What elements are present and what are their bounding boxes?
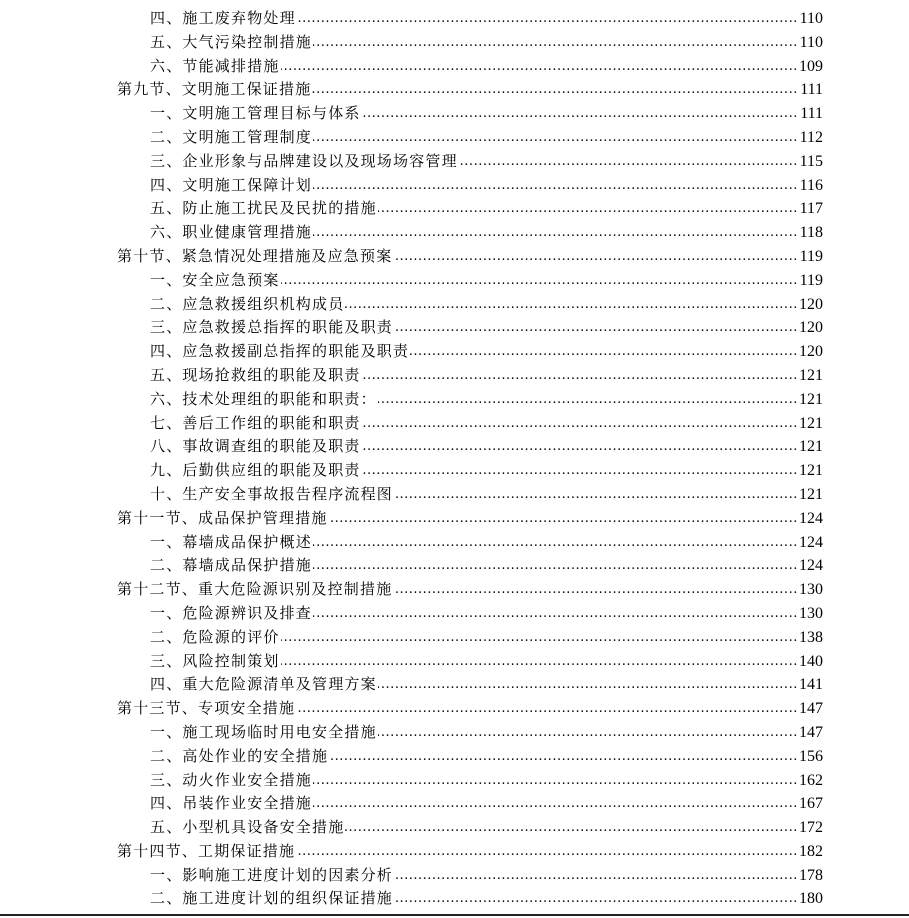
toc-entry-title: 五、现场抢救组的职能及职责 [150, 364, 362, 388]
toc-entry[interactable] [0, 340, 909, 364]
toc-entry-title: 二、施工进度计划的组织保证措施 [150, 887, 394, 911]
toc-entry[interactable] [0, 245, 909, 269]
toc-entry-title: 五、防止施工扰民及民扰的措施 [150, 197, 378, 221]
toc-entry[interactable] [0, 221, 909, 245]
toc-entry[interactable] [0, 578, 909, 602]
toc-entry-title: 五、小型机具设备安全措施 [150, 816, 345, 840]
toc-entry[interactable] [0, 864, 909, 888]
toc-entry[interactable] [0, 673, 909, 697]
table-of-contents [0, 7, 909, 911]
toc-entry[interactable] [0, 792, 909, 816]
toc-entry-title: 二、幕墙成品保护措施 [150, 554, 313, 578]
toc-entry-page-number: 118 [799, 221, 823, 245]
toc-entry-page-number: 119 [799, 269, 823, 293]
toc-entry-page-number: 121 [798, 459, 823, 483]
toc-entry[interactable] [0, 364, 909, 388]
toc-entry[interactable] [0, 78, 909, 102]
toc-entry[interactable] [0, 102, 909, 126]
toc-entry-page-number: 121 [798, 412, 823, 436]
toc-entry[interactable] [0, 55, 909, 79]
toc-entry[interactable] [0, 483, 909, 507]
toc-entry-title: 三、风险控制策划 [150, 650, 281, 674]
toc-entry-title: 三、企业形象与品牌建设以及现场场容管理 [150, 150, 459, 174]
toc-entry-page-number: 121 [798, 435, 823, 459]
toc-entry-page-number: 112 [799, 126, 823, 150]
toc-entry-title: 第十三节、专项安全措施 [117, 697, 296, 721]
toc-entry-page-number: 121 [798, 364, 823, 388]
toc-entry-title: 五、大气污染控制措施 [150, 31, 313, 55]
toc-entry-title: 一、影响施工进度计划的因素分析 [150, 864, 394, 888]
toc-entry-title: 第十一节、成品保护管理措施 [117, 507, 329, 531]
toc-entry-title: 四、应急救援副总指挥的职能及职责 [150, 340, 410, 364]
toc-entry-title: 第九节、文明施工保证措施 [117, 78, 312, 102]
toc-entry[interactable] [0, 745, 909, 769]
toc-entry-title: 七、善后工作组的职能和职责 [150, 412, 362, 436]
toc-entry-page-number: 111 [799, 102, 823, 126]
toc-entry-page-number: 120 [798, 316, 823, 340]
toc-entry-title: 九、后勤供应组的职能及职责 [150, 459, 362, 483]
toc-entry[interactable] [0, 816, 909, 840]
toc-entry-title: 四、文明施工保障计划 [150, 174, 313, 198]
toc-entry[interactable] [0, 7, 909, 31]
toc-entry-title: 八、事故调查组的职能及职责 [150, 435, 362, 459]
toc-entry[interactable] [0, 269, 909, 293]
toc-entry-title: 一、安全应急预案 [150, 269, 281, 293]
toc-entry-title: 二、高处作业的安全措施 [150, 745, 329, 769]
toc-entry-page-number: 147 [798, 697, 823, 721]
toc-entry[interactable] [0, 174, 909, 198]
toc-entry[interactable] [0, 388, 909, 412]
toc-entry-title: 第十节、紧急情况处理措施及应急预案 [117, 245, 393, 269]
toc-entry-page-number: 117 [799, 197, 823, 221]
toc-entry-page-number: 162 [798, 769, 823, 793]
toc-entry-page-number: 124 [798, 507, 823, 531]
toc-entry-page-number: 120 [798, 340, 823, 364]
toc-entry-page-number: 141 [798, 673, 823, 697]
toc-entry[interactable] [0, 197, 909, 221]
toc-entry-title: 十、生产安全事故报告程序流程图 [150, 483, 394, 507]
toc-entry[interactable] [0, 769, 909, 793]
toc-entry-title: 一、危险源辨识及排查 [150, 602, 313, 626]
toc-entry-title: 四、吊装作业安全措施 [150, 792, 313, 816]
toc-entry-page-number: 109 [798, 55, 823, 79]
toc-entry-title: 六、技术处理组的职能和职责： [150, 388, 378, 412]
toc-entry[interactable] [0, 554, 909, 578]
toc-entry-title: 六、节能减排措施 [150, 55, 281, 79]
toc-entry[interactable] [0, 435, 909, 459]
toc-entry-page-number: 120 [798, 293, 823, 317]
toc-entry[interactable] [0, 840, 909, 864]
toc-entry-page-number: 110 [799, 7, 823, 31]
toc-entry-page-number: 110 [799, 31, 823, 55]
toc-entry-page-number: 182 [798, 840, 823, 864]
toc-entry[interactable] [0, 316, 909, 340]
toc-entry[interactable] [0, 650, 909, 674]
toc-entry-title: 二、危险源的评价 [150, 626, 281, 650]
toc-entry-page-number: 121 [798, 388, 823, 412]
toc-entry-page-number: 115 [799, 150, 823, 174]
toc-entry[interactable] [0, 887, 909, 911]
toc-entry-page-number: 111 [799, 78, 823, 102]
toc-entry-title: 六、职业健康管理措施 [150, 221, 313, 245]
toc-entry-title: 一、幕墙成品保护概述 [150, 531, 313, 555]
toc-entry-page-number: 130 [798, 578, 823, 602]
toc-entry[interactable] [0, 31, 909, 55]
toc-entry-page-number: 119 [799, 245, 823, 269]
toc-entry-title: 二、文明施工管理制度 [150, 126, 313, 150]
toc-entry-title: 第十四节、工期保证措施 [117, 840, 296, 864]
toc-entry-title: 四、重大危险源清单及管理方案 [150, 673, 378, 697]
toc-entry-title: 第十二节、重大危险源识别及控制措施 [117, 578, 393, 602]
toc-entry-page-number: 156 [798, 745, 823, 769]
toc-entry-page-number: 147 [798, 721, 823, 745]
toc-entry-page-number: 172 [798, 816, 823, 840]
toc-entry[interactable] [0, 697, 909, 721]
toc-entry-page-number: 167 [798, 792, 823, 816]
toc-entry-title: 四、施工废弃物处理 [150, 7, 297, 31]
toc-entry[interactable] [0, 150, 909, 174]
toc-entry-page-number: 116 [799, 174, 823, 198]
toc-entry-page-number: 138 [798, 626, 823, 650]
toc-entry[interactable] [0, 293, 909, 317]
toc-entry-title: 三、应急救援总指挥的职能及职责 [150, 316, 394, 340]
toc-entry[interactable] [0, 126, 909, 150]
toc-entry-page-number: 140 [798, 650, 823, 674]
toc-entry-title: 三、动火作业安全措施 [150, 769, 313, 793]
toc-entry[interactable] [0, 412, 909, 436]
toc-entry[interactable] [0, 602, 909, 626]
toc-entry-page-number: 124 [798, 531, 823, 555]
toc-entry[interactable] [0, 531, 909, 555]
toc-entry-page-number: 121 [798, 483, 823, 507]
toc-entry[interactable] [0, 507, 909, 531]
toc-entry-page-number: 130 [798, 602, 823, 626]
toc-entry-page-number: 124 [798, 554, 823, 578]
toc-entry[interactable] [0, 626, 909, 650]
toc-entry[interactable] [0, 721, 909, 745]
toc-entry[interactable] [0, 459, 909, 483]
toc-entry-page-number: 178 [798, 864, 823, 888]
page-bottom-divider [0, 914, 909, 916]
toc-entry-title: 二、应急救援组织机构成员 [150, 293, 345, 317]
toc-entry-title: 一、施工现场临时用电安全措施 [150, 721, 378, 745]
toc-entry-title: 一、文明施工管理目标与体系 [150, 102, 362, 126]
toc-entry-page-number: 180 [798, 887, 823, 911]
